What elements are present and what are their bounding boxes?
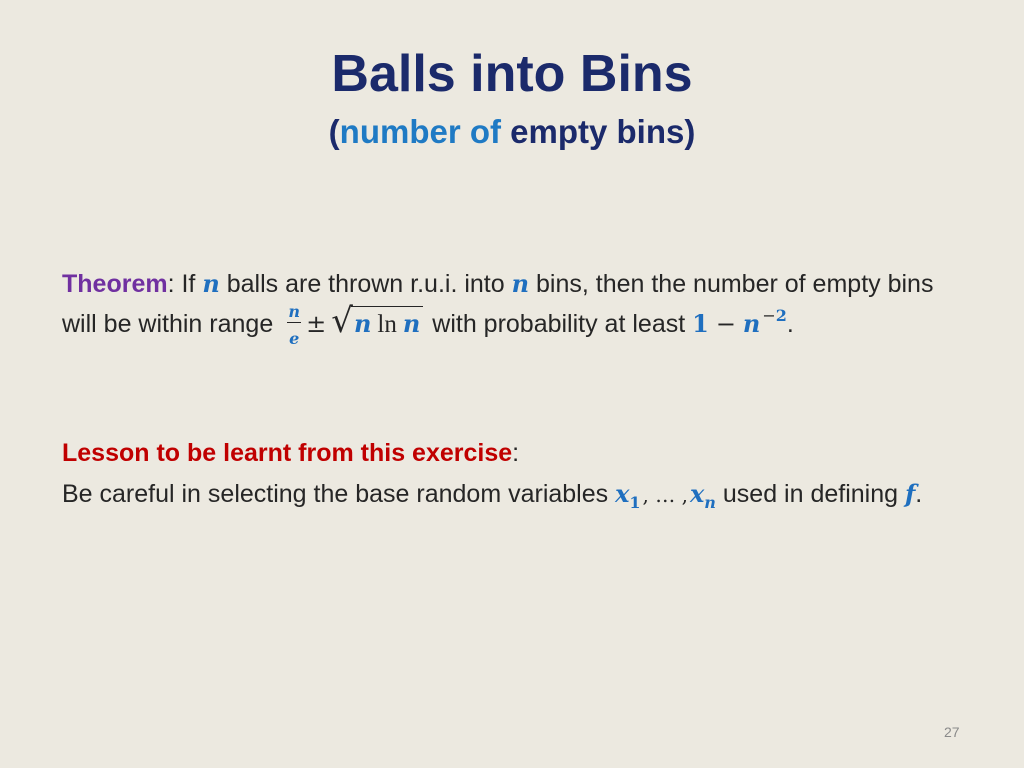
lesson-label: Lesson to be learnt from this exercise xyxy=(62,439,513,467)
subscript-n: n xyxy=(704,493,716,512)
math-var-n: n xyxy=(402,309,421,338)
subtitle-rest: empty bins) xyxy=(500,113,696,150)
math-var-x: x xyxy=(615,479,630,508)
radical-sign: √ xyxy=(331,301,353,341)
theorem-line-1 xyxy=(62,269,934,298)
slide-subtitle xyxy=(0,115,1024,148)
square-root xyxy=(331,301,425,341)
theorem-line-2 xyxy=(62,301,794,348)
fraction-numerator: n xyxy=(288,302,300,321)
lesson-heading xyxy=(62,441,519,466)
math-number-one: 1 xyxy=(692,309,709,338)
minus-sign: − xyxy=(715,310,736,338)
exponent xyxy=(762,299,787,327)
ellipsis-separator: , … , xyxy=(642,483,688,507)
subtitle-highlight: number of xyxy=(339,113,501,150)
theorem-text: will be within range xyxy=(62,310,281,338)
math-var-f: f xyxy=(904,479,916,508)
lesson-colon: : xyxy=(512,439,520,467)
theorem-text: bins, then the number of empty bins xyxy=(529,270,934,298)
theorem-label: Theorem xyxy=(62,270,168,298)
fraction-bar xyxy=(287,322,301,324)
math-var-x: x xyxy=(689,479,705,508)
subtitle-open-paren: ( xyxy=(328,113,340,150)
math-var-n: n xyxy=(353,309,372,338)
lesson-line xyxy=(62,479,923,512)
slide-title: Balls into Bins xyxy=(331,45,693,103)
theorem-text: with probability at least xyxy=(425,310,693,338)
math-var-n: n xyxy=(202,269,220,298)
theorem-text: balls are thrown r.u.i. into xyxy=(219,270,512,298)
lesson-text: used in defining xyxy=(715,480,905,508)
sentence-end: . xyxy=(915,480,923,508)
math-var-n: n xyxy=(742,309,761,338)
page-number: 27 xyxy=(944,724,960,740)
lesson-text: Be careful in selecting the base random variables xyxy=(62,480,616,508)
plus-minus-sign: ± xyxy=(306,310,327,338)
exponent-sign: − xyxy=(762,306,776,325)
math-function-ln: ln xyxy=(377,311,397,338)
subscript-1: 1 xyxy=(629,493,641,512)
math-var-n: n xyxy=(511,269,530,298)
theorem-text: : If xyxy=(167,270,203,298)
exponent-value: 2 xyxy=(775,306,787,325)
sentence-end: . xyxy=(786,310,794,338)
fraction-denominator: e xyxy=(289,329,300,348)
radicand xyxy=(351,306,423,338)
